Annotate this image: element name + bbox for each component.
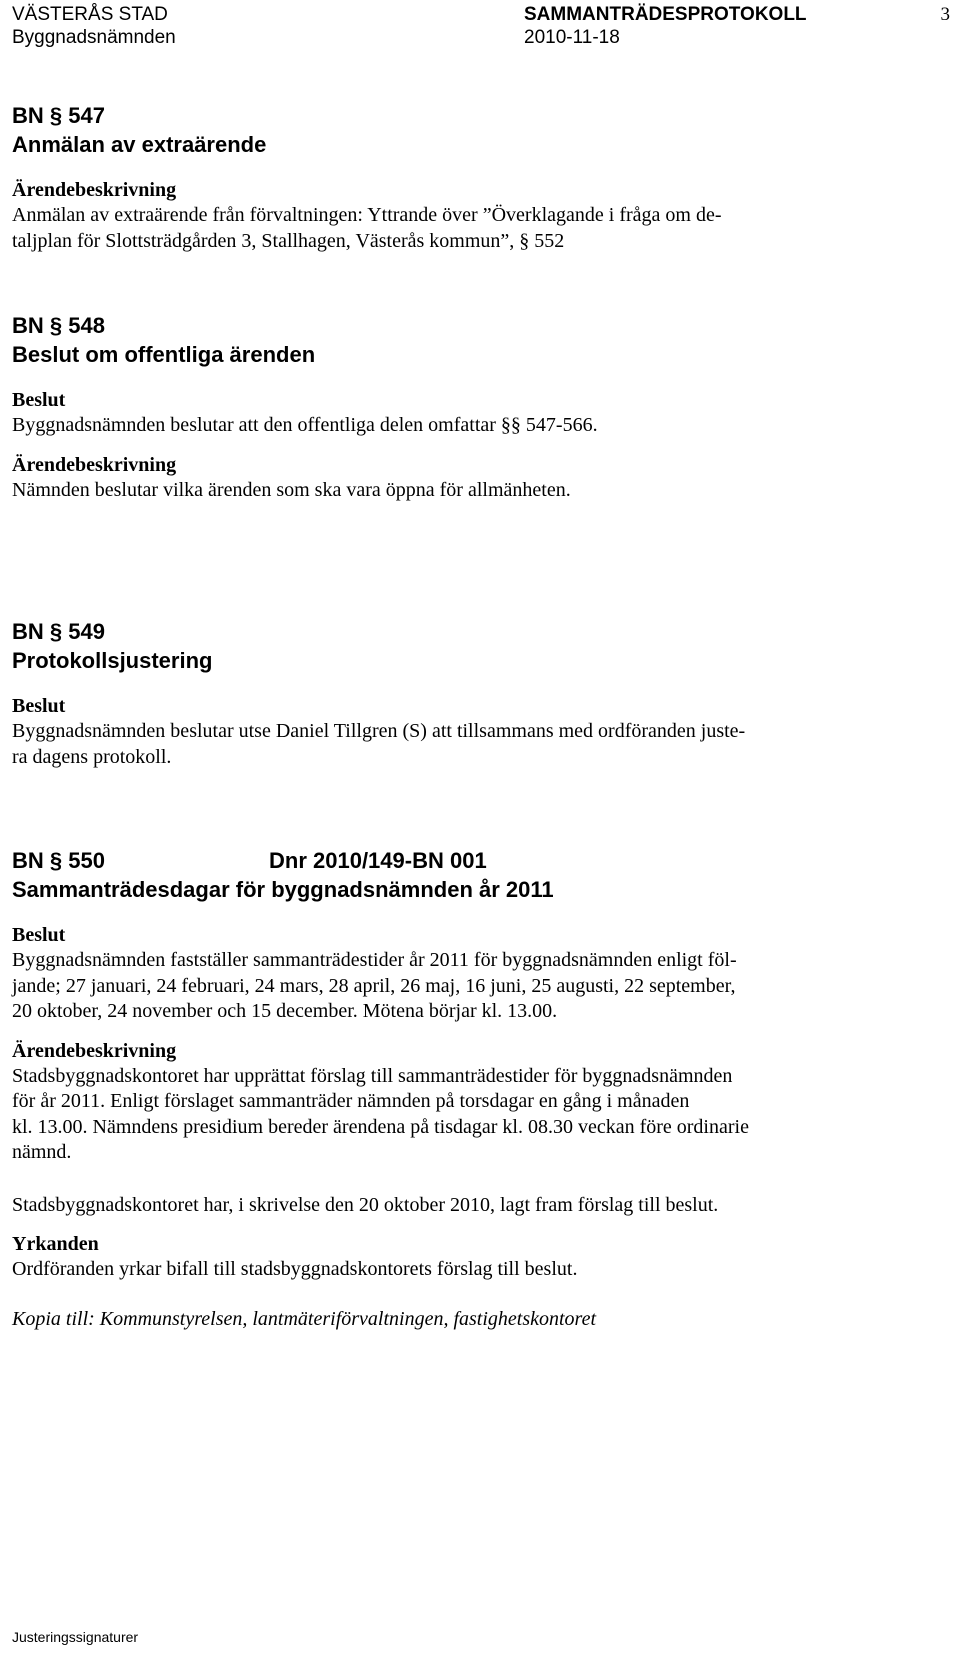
- label-yrkanden: Yrkanden: [12, 1233, 99, 1255]
- section-bn-548: [12, 311, 920, 503]
- diary-number: Dnr 2010/149-BN 001: [269, 848, 487, 873]
- section-bn-549: [12, 617, 920, 770]
- section-number: BN § 550: [12, 848, 105, 873]
- page-header: [12, 4, 948, 48]
- label-beslut: Beslut: [12, 695, 66, 717]
- section-heading: Anmälan av extraärende: [12, 132, 267, 157]
- body-text: Nämnden beslutar vilka ärenden som ska vara öppna för allmänheten.: [12, 478, 571, 501]
- body-text: Stadsbyggnadskontoret har, i skrivelse den 20 oktober 2010, lagt fram förslag till beslut.: [12, 1193, 719, 1216]
- label-arendebeskrivning: Ärendebeskrivning: [12, 453, 177, 476]
- body-text: ra dagens protokoll.: [12, 745, 172, 768]
- document-title: SAMMANTRÄDESPROTOKOLL: [524, 4, 807, 25]
- body-text: Anmälan av extraärende från förvaltningen: Yttrande över ”Överklagande i fråga om de-: [12, 204, 722, 226]
- body-text: för år 2011. Enligt förslaget sammanträder nämnden på torsdagar en gång i månaden: [12, 1090, 690, 1112]
- section-number: BN § 547: [12, 103, 105, 128]
- organization-name: VÄSTERÅS STAD: [12, 4, 168, 25]
- body-text: Byggnadsnämnden beslutar utse Daniel Tillgren (S) att tillsammans med ordföranden juste-: [12, 720, 746, 742]
- label-arendebeskrivning: Ärendebeskrivning: [12, 1039, 177, 1062]
- body-text: Byggnadsnämnden fastställer sammanträdestider år 2011 för byggnadsnämnden enligt föl-: [12, 949, 737, 971]
- label-arendebeskrivning: Ärendebeskrivning: [12, 179, 177, 201]
- section-bn-550: [12, 846, 920, 1332]
- signature-footer: Justeringssignaturer: [12, 1629, 139, 1645]
- body-text: 20 oktober, 24 november och 15 december. Mötena börjar kl. 13.00.: [12, 1000, 558, 1022]
- section-heading: Sammanträdesdagar för byggnadsnämnden år 2011: [12, 877, 554, 902]
- section-number-row: [12, 846, 920, 875]
- section-heading: Protokollsjustering: [12, 648, 213, 673]
- body-text: Byggnadsnämnden beslutar att den offentliga delen omfattar §§ 547-566.: [12, 414, 598, 436]
- meeting-date: 2010-11-18: [524, 27, 620, 48]
- label-beslut: Beslut: [12, 389, 66, 411]
- body-text: jande; 27 januari, 24 februari, 24 mars, 28 april, 26 maj, 16 juni, 25 augusti, 22 september,: [12, 974, 736, 997]
- label-beslut: Beslut: [12, 924, 66, 946]
- section-heading: Beslut om offentliga ärenden: [12, 342, 316, 367]
- copy-recipients: Kopia till: Kommunstyrelsen, lantmäteriförvaltningen, fastighetskontoret: [12, 1307, 597, 1330]
- body-text: Ordföranden yrkar bifall till stadsbyggnadskontorets förslag till beslut.: [12, 1258, 578, 1280]
- page-number: 3: [940, 4, 950, 25]
- body-text: kl. 13.00. Nämndens presidium bereder ärendena på tisdagar kl. 08.30 veckan före ordinarie: [12, 1115, 749, 1138]
- body-text: Stadsbyggnadskontoret har upprättat förslag till sammanträdestider för byggnadsnämnden: [12, 1064, 733, 1087]
- section-bn-547: [12, 101, 920, 254]
- department-name: Byggnadsnämnden: [12, 27, 176, 48]
- section-number: BN § 549: [12, 619, 105, 644]
- body-text: nämnd.: [12, 1141, 72, 1163]
- body-text: taljplan för Slottsträdgården 3, Stallhagen, Västerås kommun”, § 552: [12, 229, 565, 252]
- section-number: BN § 548: [12, 313, 105, 338]
